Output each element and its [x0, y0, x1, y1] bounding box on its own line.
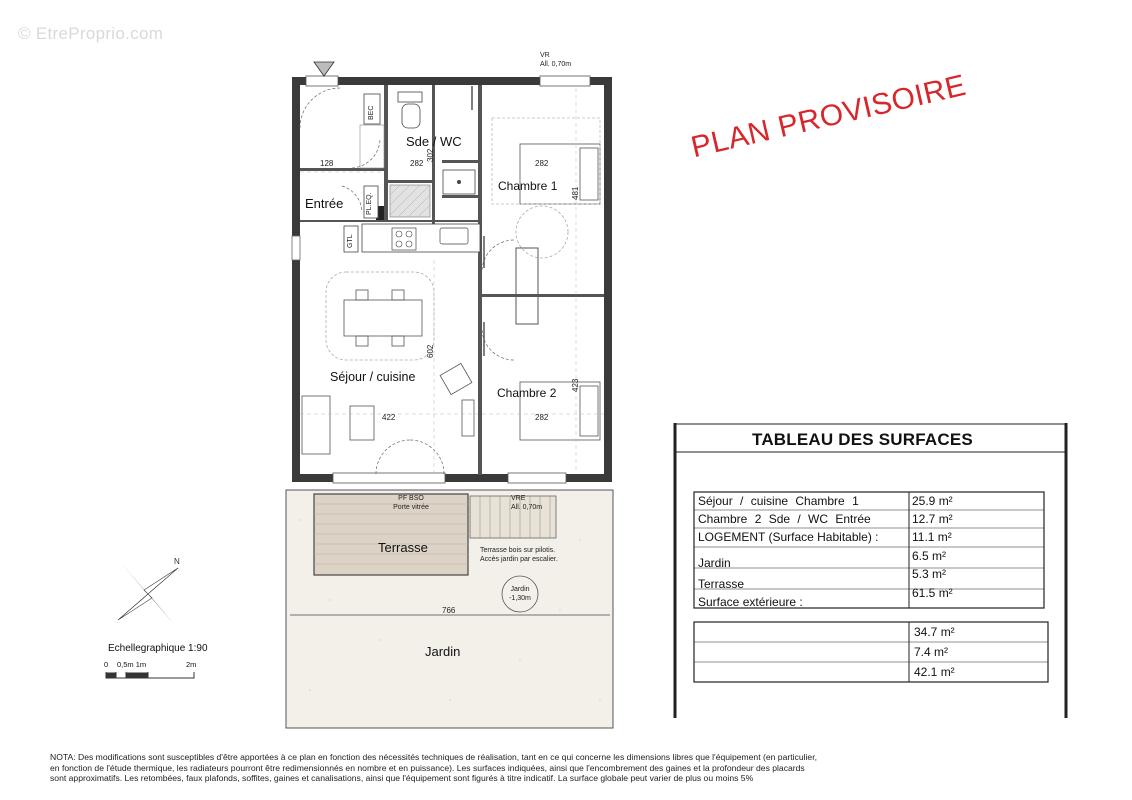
table-row-value: 11.1 m²: [912, 530, 952, 544]
dim-422: 422: [382, 413, 396, 422]
vre-label: [511, 494, 542, 512]
pleq-label: PL.EQ.: [366, 192, 373, 215]
room-label-entree: Entrée: [305, 196, 344, 211]
dim-302: 302: [426, 148, 435, 162]
terrasse-note-line-2: Accès jardin par escalier.: [480, 556, 558, 563]
scale-label: Echellegraphique 1:90: [108, 643, 208, 654]
dim-481: 481: [571, 186, 580, 200]
jardin-level-line-1: Jardin: [510, 586, 530, 593]
watermark: © EtreProprio.com: [18, 24, 164, 43]
vre-line-2: All. 0,70m: [511, 504, 543, 511]
dining-table: [326, 272, 434, 360]
room-label-terrasse: Terrasse: [378, 540, 428, 555]
table-row-label: Chambre 2 Sde / WC Entrée: [698, 512, 871, 526]
svg-text:N: N: [174, 557, 180, 566]
pf-bso-line-1: PF BSO: [398, 495, 424, 502]
jardin-level-label: [506, 585, 534, 603]
dim-602: 602: [426, 344, 435, 358]
scale-tick-1: 0,5m 1m: [117, 660, 147, 669]
dim-423: 423: [571, 378, 580, 392]
vr-top-line-2: All. 0,70m: [540, 61, 572, 68]
table-row-label: Surface extérieure :: [698, 595, 803, 609]
room-label-jardin: Jardin: [425, 644, 461, 659]
dim-282-ch1: 282: [535, 159, 549, 168]
table-row-label: Séjour / cuisine Chambre 1: [698, 494, 859, 508]
vr-top-label: [540, 51, 571, 69]
table-row-value: 25.9 m²: [912, 494, 953, 508]
table-row-value: 7.4 m²: [914, 645, 949, 659]
dim-282-sde: 282: [410, 159, 424, 168]
surfaces-table-title: TABLEAU DES SURFACES: [752, 430, 973, 449]
terrasse-note: [480, 546, 558, 564]
table-row-value: 34.7 m²: [914, 625, 955, 639]
table-row-value: 6.5 m²: [912, 549, 947, 563]
wc-fixture: [402, 104, 420, 128]
dim-128: 128: [320, 159, 334, 168]
dim-282-ch2: 282: [535, 413, 549, 422]
terrasse-note-line-1: Terrasse bois sur pilotis.: [480, 547, 556, 554]
pf-bso-line-2: Porte vitrée: [393, 504, 429, 511]
jardin-level-line-2: -1,30m: [509, 595, 531, 602]
surfaces-table-frame: [675, 423, 1066, 718]
table-row-value: 61.5 m²: [912, 586, 953, 600]
north-arrow: [118, 557, 180, 624]
room-label-chambre-2: Chambre 2: [497, 386, 557, 400]
bec-label: BEC: [368, 105, 375, 120]
table-row-label: LOGEMENT (Surface Habitable) :: [698, 530, 879, 544]
vr-top-line-1: VR: [540, 52, 550, 59]
vre-line-1: VRE: [511, 495, 526, 502]
table-row-value: 42.1 m²: [914, 665, 955, 679]
scale-bar: [106, 672, 194, 678]
room-label-sde-wc: Sde / WC: [406, 134, 462, 149]
table-row-label: Jardin: [698, 556, 731, 570]
table-row-value: 12.7 m²: [912, 512, 953, 526]
room-label-sejour-cuisine: Séjour / cuisine: [330, 370, 416, 384]
nota-disclaimer: NOTA: Des modifications sont susceptibles d'être apportées à ce plan en fonction des nécessités techniques de réalisation, tant en ce qui concerne les dimensions libres que l'équipement (en particulier, en fonction de l'étude thermique, les radiateurs pourront être redimensionnés en nombre et en puissance). Les surfaces indiquées, ainsi que l'encombrement des gaines et la profondeur des placards sont approximatifs. Les retombées, faux plafonds, soffites, gaines et canalisations, ainsi que l'équipement sont figurés à titre indicatif. La surface globale peut varier de plus ou moins 5%: [50, 752, 817, 784]
room-label-chambre-1: Chambre 1: [498, 179, 558, 193]
provisional-plan-stamp: PLAN PROVISOIRE: [688, 68, 970, 165]
pf-bso-label: [386, 494, 436, 512]
scale-tick-0: 0: [104, 660, 109, 669]
gtl-label: GTL: [347, 234, 354, 248]
dim-766: 766: [442, 606, 456, 615]
table-row-label: Terrasse: [698, 577, 745, 591]
entry-arrow: [314, 62, 334, 76]
scale-tick-2: 2m: [186, 660, 197, 669]
table-row-value: 5.3 m²: [912, 567, 947, 581]
